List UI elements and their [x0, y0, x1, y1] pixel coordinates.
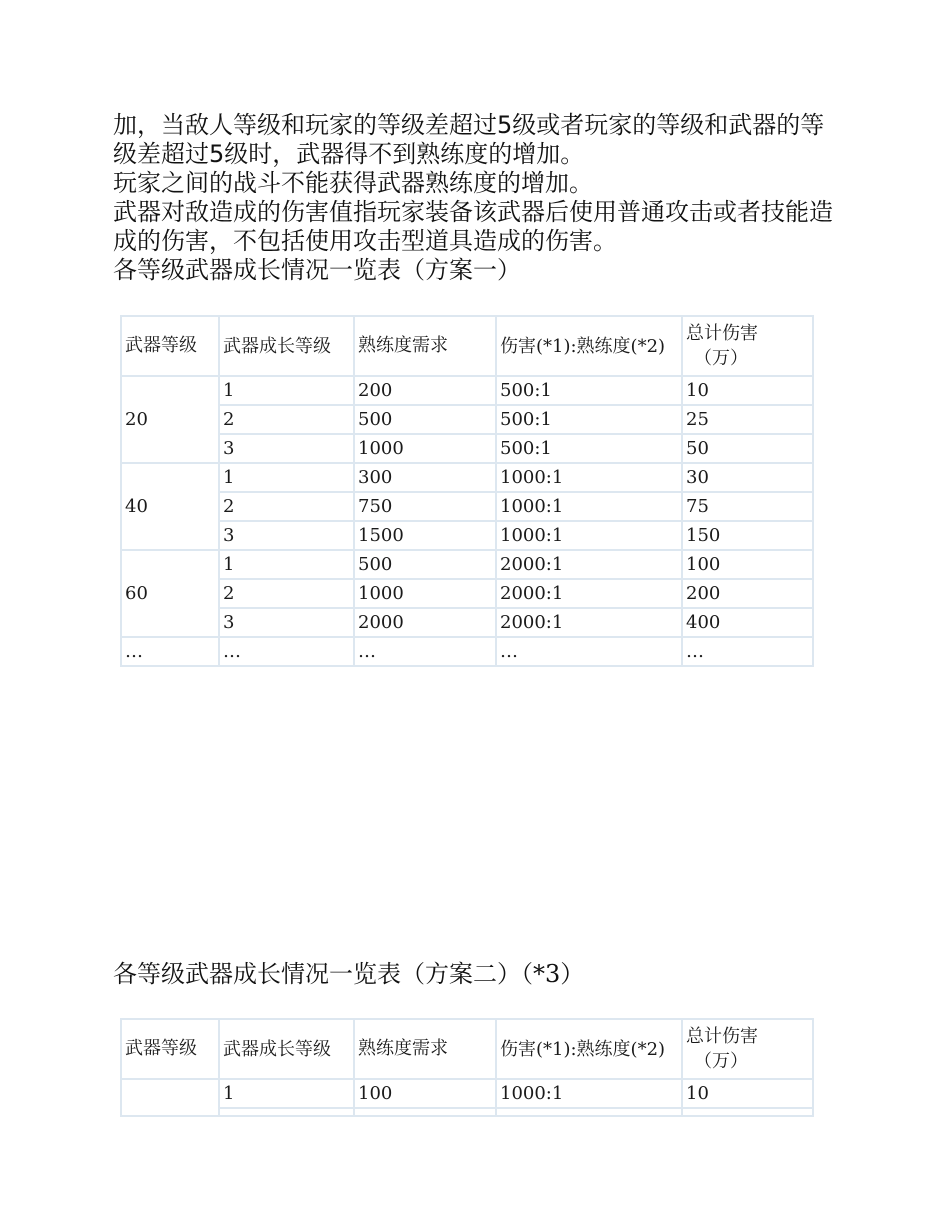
table-row: [121, 405, 813, 434]
total-damage-cell: 10: [682, 1079, 813, 1108]
total-damage-cell: 30: [682, 463, 813, 492]
ratio-cell: 500:1: [496, 434, 682, 463]
proficiency-cell: 1500: [354, 521, 496, 550]
header-proficiency-required: 熟练度需求: [354, 316, 496, 376]
header-growth-level: 武器成长等级: [219, 1019, 354, 1079]
weapon-level-cell: [121, 1079, 219, 1116]
ellipsis-cell: …: [354, 637, 496, 666]
total-damage-cell: 100: [682, 550, 813, 579]
table-header-row: [121, 316, 813, 376]
growth-level-cell: 2: [219, 405, 354, 434]
proficiency-cell: 750: [354, 492, 496, 521]
growth-level-cell: 3: [219, 608, 354, 637]
ellipsis-cell: …: [121, 637, 219, 666]
weapon-level-cell: 40: [121, 463, 219, 550]
total-damage-cell: 400: [682, 608, 813, 637]
ellipsis-cell: …: [219, 637, 354, 666]
growth-level-cell: 1: [219, 550, 354, 579]
growth-level-cell: 2: [219, 492, 354, 521]
ratio-cell: 2000:1: [496, 608, 682, 637]
table-row: [121, 1079, 813, 1108]
ratio-cell: 2000:1: [496, 579, 682, 608]
header-weapon-level: 武器等级: [121, 1019, 219, 1079]
total-damage-cell: 75: [682, 492, 813, 521]
header-weapon-level: 武器等级: [121, 316, 219, 376]
header-total-damage-unit: （万）: [694, 348, 748, 369]
table-header-row: [121, 1019, 813, 1079]
document-body: [113, 111, 843, 285]
weapon-level-cell: 60: [121, 550, 219, 637]
growth-level-cell: 2: [219, 579, 354, 608]
paragraph-level-difference: 加，当敌人等级和玩家的等级差超过5级或者玩家的等级和武器的等级差超过5级时，武器得不到熟练度的增加。: [113, 111, 825, 168]
total-damage-cell: 50: [682, 434, 813, 463]
proficiency-cell: 500: [354, 550, 496, 579]
growth-level-cell: 1: [219, 376, 354, 405]
header-proficiency-required: 熟练度需求: [354, 1019, 496, 1079]
table-row-ellipsis: [121, 637, 813, 666]
growth-level-cell: 1: [219, 1079, 354, 1108]
proficiency-cell: [354, 1108, 496, 1116]
proficiency-cell: 500: [354, 405, 496, 434]
ratio-cell: 500:1: [496, 405, 682, 434]
table-row: [121, 550, 813, 579]
ratio-cell: 1000:1: [496, 492, 682, 521]
growth-table-plan-two: [120, 1018, 814, 1117]
header-damage-ratio: 伤害(*1):熟练度(*2): [496, 316, 682, 376]
total-damage-cell: [682, 1108, 813, 1116]
proficiency-cell: 100: [354, 1079, 496, 1108]
proficiency-cell: 200: [354, 376, 496, 405]
ratio-cell: 2000:1: [496, 550, 682, 579]
ratio-cell: 1000:1: [496, 521, 682, 550]
ratio-cell: 1000:1: [496, 463, 682, 492]
total-damage-cell: 25: [682, 405, 813, 434]
table-row: [121, 579, 813, 608]
header-total-damage-label: 总计伤害: [686, 323, 758, 344]
table-row: [121, 492, 813, 521]
growth-level-cell: [219, 1108, 354, 1116]
header-total-damage-unit: （万）: [694, 1051, 748, 1072]
table2-title: 各等级武器成长情况一览表（方案二）（*3）: [113, 960, 585, 988]
weapon-level-cell: 20: [121, 376, 219, 463]
header-total-damage: [682, 1019, 813, 1079]
paragraph-damage-definition: 武器对敌造成的伤害值指玩家装备该武器后使用普通攻击或者技能造成的伤害，不包括使用攻击型道具造成的伤害。: [113, 198, 833, 255]
table-row-partial: [121, 1108, 813, 1116]
header-total-damage-label: 总计伤害: [686, 1026, 758, 1047]
table-row: [121, 376, 813, 405]
header-damage-ratio: 伤害(*1):熟练度(*2): [496, 1019, 682, 1079]
table-row: [121, 521, 813, 550]
ellipsis-cell: …: [682, 637, 813, 666]
proficiency-cell: 1000: [354, 579, 496, 608]
growth-table-plan-one: [120, 315, 814, 667]
proficiency-cell: 1000: [354, 434, 496, 463]
ellipsis-cell: …: [496, 637, 682, 666]
paragraph-pvp: 玩家之间的战斗不能获得武器熟练度的增加。: [113, 169, 593, 197]
total-damage-cell: 200: [682, 579, 813, 608]
total-damage-cell: 150: [682, 521, 813, 550]
total-damage-cell: 10: [682, 376, 813, 405]
proficiency-cell: 2000: [354, 608, 496, 637]
header-growth-level: 武器成长等级: [219, 316, 354, 376]
growth-level-cell: 3: [219, 521, 354, 550]
proficiency-cell: 300: [354, 463, 496, 492]
growth-level-cell: 3: [219, 434, 354, 463]
ratio-cell: 500:1: [496, 376, 682, 405]
ratio-cell: [496, 1108, 682, 1116]
growth-level-cell: 1: [219, 463, 354, 492]
ratio-cell: 1000:1: [496, 1079, 682, 1108]
table-row: [121, 463, 813, 492]
header-total-damage: [682, 316, 813, 376]
table-row: [121, 434, 813, 463]
table-row: [121, 608, 813, 637]
table1-title: 各等级武器成长情况一览表（方案一）: [113, 256, 521, 284]
